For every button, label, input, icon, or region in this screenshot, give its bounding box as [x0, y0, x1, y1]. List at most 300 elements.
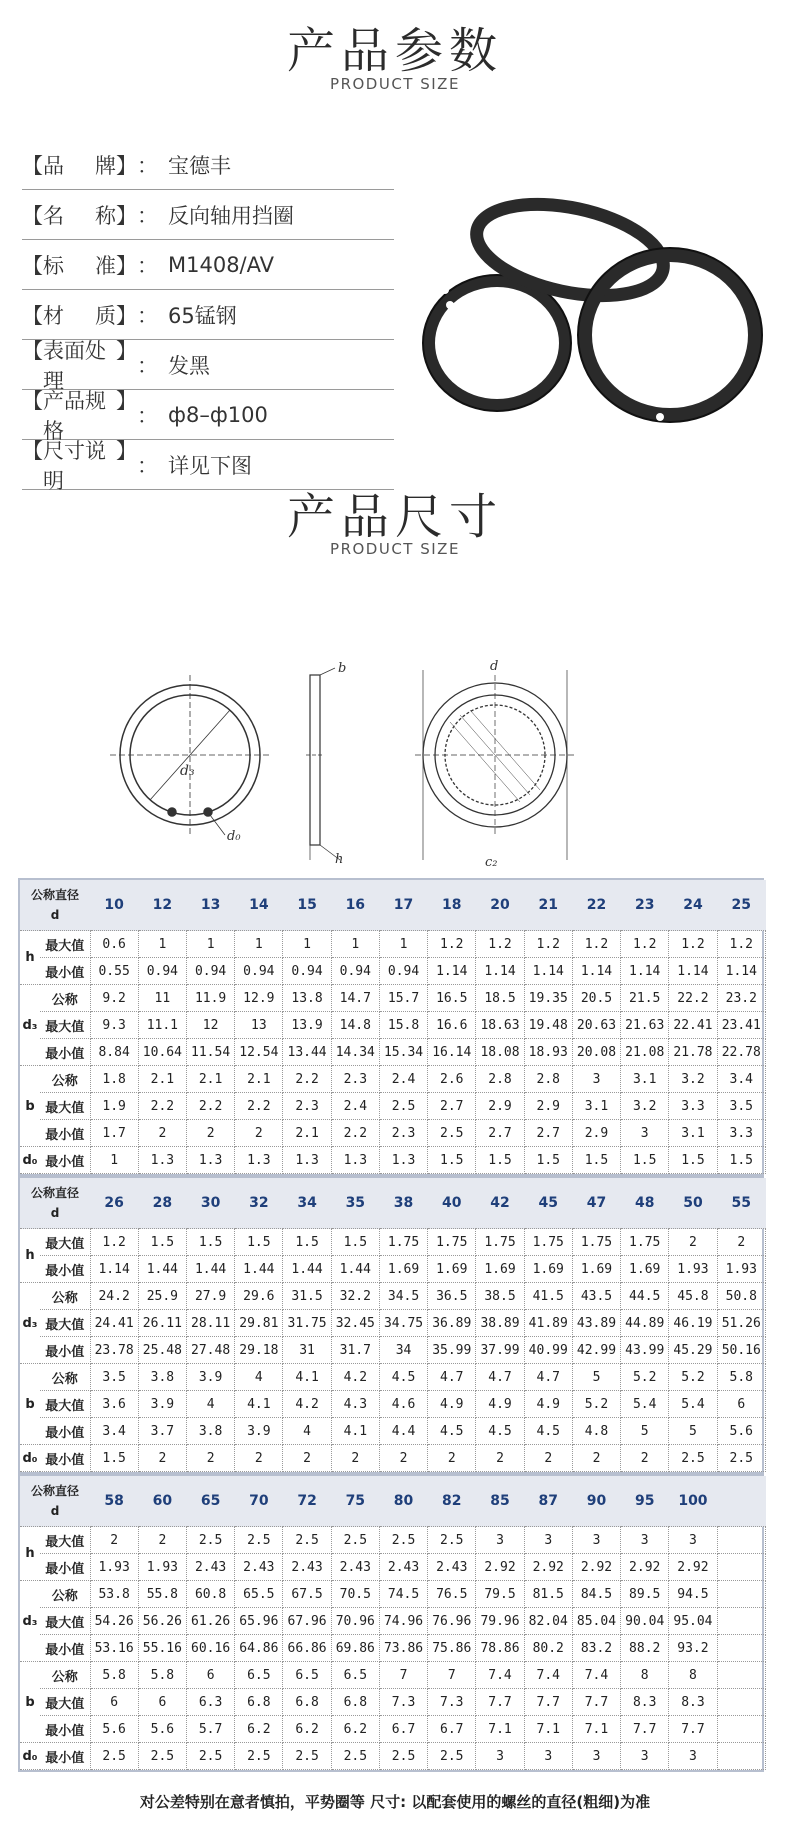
table-cell: 54.26 — [90, 1608, 138, 1635]
table-cell: 41.89 — [524, 1310, 572, 1337]
param-key-text: 名 — [43, 203, 64, 228]
table-cell: 29.6 — [235, 1283, 283, 1310]
table-cell: 2.8 — [524, 1066, 572, 1093]
section-subtitle-params: PRODUCT SIZE — [330, 75, 460, 93]
table-cell: 2.5 — [379, 1527, 427, 1554]
table-cell: 5.2 — [621, 1364, 669, 1391]
table-cell: 1.2 — [717, 931, 765, 958]
table-cell: 15.8 — [379, 1012, 427, 1039]
table-cell: 2.5 — [283, 1527, 331, 1554]
table-cell: 1.5 — [572, 1147, 620, 1174]
nominal-diameter-cell: 20 — [476, 880, 524, 931]
table-cell: 28.11 — [186, 1310, 234, 1337]
table-cell: 43.5 — [572, 1283, 620, 1310]
param-value: 宝德丰 — [168, 153, 231, 178]
table-cell: 31.7 — [331, 1337, 379, 1364]
row-sub-label: 最大值 — [40, 931, 90, 958]
table-cell: 1.5 — [428, 1147, 476, 1174]
bracket-right: 】 — [116, 203, 137, 228]
nominal-diameter-cell: 65 — [186, 1476, 234, 1527]
row-sub-label: 最小值 — [40, 1743, 90, 1770]
table-cell: 1.2 — [476, 931, 524, 958]
table-cell — [717, 1635, 765, 1662]
table-cell: 3.1 — [621, 1066, 669, 1093]
footer-note: 对公差特别在意者慎拍，平势圈等 尺寸: 以配套使用的螺丝的直径(粗细)为准 — [139, 1793, 651, 1811]
row-sub-label: 公称 — [40, 1283, 90, 1310]
table-cell: 2.92 — [524, 1554, 572, 1581]
table-cell: 0.55 — [90, 958, 138, 985]
table-cell: 7.1 — [476, 1716, 524, 1743]
row-sub-label: 最小值 — [40, 1635, 90, 1662]
table-cell: 3.9 — [235, 1418, 283, 1445]
table-cell: 4.1 — [235, 1391, 283, 1418]
table-cell: 13.9 — [283, 1012, 331, 1039]
param-key — [22, 250, 137, 280]
nominal-diameter-cell: 21 — [524, 880, 572, 931]
table-cell: 35.99 — [428, 1337, 476, 1364]
nominal-diameter-cell: 42 — [476, 1178, 524, 1229]
bracket-left: 【 — [22, 338, 43, 363]
row-sub-label: 公称 — [40, 1662, 90, 1689]
table-cell: 8 — [669, 1662, 717, 1689]
row-group-label: d₃ — [20, 1581, 40, 1662]
nominal-diameter-cell: 32 — [235, 1178, 283, 1229]
table-cell: 5.2 — [669, 1364, 717, 1391]
row-group-label: d₃ — [20, 985, 40, 1066]
table-cell: 2.1 — [138, 1066, 186, 1093]
nominal-diameter-cell: 82 — [428, 1476, 476, 1527]
table-cell: 22.78 — [717, 1039, 765, 1066]
table-cell: 1.93 — [90, 1554, 138, 1581]
table-cell — [717, 1581, 765, 1608]
table-row — [20, 1120, 766, 1147]
nominal-diameter-cell: 58 — [90, 1476, 138, 1527]
table-cell: 0.94 — [283, 958, 331, 985]
table-cell: 84.5 — [572, 1581, 620, 1608]
row-sub-label: 最小值 — [40, 1120, 90, 1147]
table-cell: 1.69 — [524, 1256, 572, 1283]
table-cell: 1 — [379, 931, 427, 958]
table-cell: 2.5 — [428, 1120, 476, 1147]
table-row — [20, 1256, 766, 1283]
table-cell: 36.89 — [428, 1310, 476, 1337]
nominal-diameter-cell: 72 — [283, 1476, 331, 1527]
table-cell: 2.7 — [524, 1120, 572, 1147]
table-cell: 38.89 — [476, 1310, 524, 1337]
label-h: h — [335, 852, 344, 867]
table-cell: 1.3 — [331, 1147, 379, 1174]
table-cell: 6.5 — [283, 1662, 331, 1689]
table-cell: 14.8 — [331, 1012, 379, 1039]
table-row — [20, 1012, 766, 1039]
table-cell: 1.93 — [669, 1256, 717, 1283]
table-cell: 7 — [379, 1662, 427, 1689]
table-cell: 32.45 — [331, 1310, 379, 1337]
row-sub-label: 最小值 — [40, 1337, 90, 1364]
dimension-table — [20, 880, 766, 1174]
header-label-text: 公称直径 — [31, 1186, 80, 1200]
table-cell: 5 — [669, 1418, 717, 1445]
params-list — [22, 140, 394, 493]
table-row — [20, 1527, 766, 1554]
table-cell: 4.2 — [283, 1391, 331, 1418]
table-cell: 15.34 — [379, 1039, 427, 1066]
param-value: 发黑 — [168, 353, 210, 378]
table-cell: 6.2 — [331, 1716, 379, 1743]
table-cell: 29.81 — [235, 1310, 283, 1337]
table-cell: 2.5 — [331, 1527, 379, 1554]
table-cell: 34 — [379, 1337, 427, 1364]
table-cell: 31.5 — [283, 1283, 331, 1310]
table-cell: 19.35 — [524, 985, 572, 1012]
table-cell: 2 — [621, 1445, 669, 1472]
table-cell: 31.75 — [283, 1310, 331, 1337]
table-cell: 5.4 — [669, 1391, 717, 1418]
param-key-text: 材 — [43, 303, 64, 328]
nominal-diameter-cell: 70 — [235, 1476, 283, 1527]
label-d: d — [490, 660, 499, 674]
table-cell — [717, 1554, 765, 1581]
table-cell: 11 — [138, 985, 186, 1012]
param-row — [22, 290, 394, 340]
table-cell: 2.2 — [331, 1120, 379, 1147]
table-cell: 3.2 — [669, 1066, 717, 1093]
table-cell: 7.4 — [476, 1662, 524, 1689]
table-cell: 1.75 — [572, 1229, 620, 1256]
table-cell: 2 — [138, 1445, 186, 1472]
table-cell: 21.5 — [621, 985, 669, 1012]
table-cell: 1.3 — [283, 1147, 331, 1174]
table-cell: 1.5 — [283, 1229, 331, 1256]
table-cell: 4.7 — [476, 1364, 524, 1391]
ring-large — [578, 248, 762, 422]
table-cell: 26.11 — [138, 1310, 186, 1337]
table-cell: 12.9 — [235, 985, 283, 1012]
row-sub-label: 最大值 — [40, 1310, 90, 1337]
table-cell: 1.14 — [90, 1256, 138, 1283]
table-row — [20, 1581, 766, 1608]
param-key-text: 标 — [43, 253, 64, 278]
table-cell: 0.94 — [235, 958, 283, 985]
table-cell: 6 — [138, 1689, 186, 1716]
table-cell: 2.4 — [331, 1093, 379, 1120]
table-cell: 4.3 — [331, 1391, 379, 1418]
table-cell: 53.8 — [90, 1581, 138, 1608]
nominal-diameter-cell: 30 — [186, 1178, 234, 1229]
table-cell: 61.26 — [186, 1608, 234, 1635]
table-cell: 4.5 — [428, 1418, 476, 1445]
table-cell: 6 — [717, 1391, 765, 1418]
table-row — [20, 1608, 766, 1635]
table-cell: 2.92 — [621, 1554, 669, 1581]
table-cell — [717, 1716, 765, 1743]
param-separator: ： — [137, 153, 158, 178]
param-key-text-2: 质 — [95, 303, 116, 328]
table-cell: 5.4 — [621, 1391, 669, 1418]
table-row — [20, 1743, 766, 1770]
param-separator: ： — [137, 353, 158, 378]
table-cell: 1.44 — [331, 1256, 379, 1283]
bracket-right: 】 — [116, 253, 137, 278]
table-cell: 46.19 — [669, 1310, 717, 1337]
param-key-text: 尺寸说明 — [43, 438, 106, 493]
table-cell: 55.8 — [138, 1581, 186, 1608]
nominal-diameter-cell: 18 — [428, 880, 476, 931]
nominal-diameter-cell: 100 — [669, 1476, 717, 1527]
section-title-size: 产品尺寸 — [286, 489, 503, 545]
table-cell: 2 — [669, 1229, 717, 1256]
nominal-diameter-cell: 75 — [331, 1476, 379, 1527]
bracket-left: 【 — [22, 438, 43, 463]
param-key-text-2: 牌 — [95, 153, 116, 178]
bracket-right: 】 — [116, 338, 137, 363]
table-cell: 1.7 — [90, 1120, 138, 1147]
table-cell: 2 — [235, 1445, 283, 1472]
row-group-label: d₀ — [20, 1445, 40, 1472]
table-cell: 1.2 — [669, 931, 717, 958]
table-cell: 2.3 — [283, 1093, 331, 1120]
table-cell: 80.2 — [524, 1635, 572, 1662]
table-cell: 34.5 — [379, 1283, 427, 1310]
table-cell: 1.5 — [90, 1445, 138, 1472]
table-cell: 56.26 — [138, 1608, 186, 1635]
header-label — [20, 1178, 90, 1229]
table-cell: 2.5 — [379, 1093, 427, 1120]
label-c2: c₂ — [485, 855, 498, 870]
table-cell: 1.14 — [428, 958, 476, 985]
param-separator: ： — [137, 303, 158, 328]
table-row — [20, 1662, 766, 1689]
table-cell: 76.5 — [428, 1581, 476, 1608]
table-cell: 18.63 — [476, 1012, 524, 1039]
table-cell: 31 — [283, 1337, 331, 1364]
table-cell: 7.7 — [669, 1716, 717, 1743]
row-group-label: d₃ — [20, 1283, 40, 1364]
nominal-diameter-cell: 85 — [476, 1476, 524, 1527]
table-cell: 1.2 — [621, 931, 669, 958]
table-cell: 4.5 — [379, 1364, 427, 1391]
table-row — [20, 1418, 766, 1445]
table-cell: 3 — [524, 1527, 572, 1554]
table-cell: 2.5 — [90, 1743, 138, 1770]
table-cell: 12 — [186, 1012, 234, 1039]
table-cell: 2.4 — [379, 1066, 427, 1093]
table-cell: 6.2 — [235, 1716, 283, 1743]
table-cell: 40.99 — [524, 1337, 572, 1364]
table-cell: 5.6 — [138, 1716, 186, 1743]
table-cell: 7.7 — [572, 1689, 620, 1716]
table-cell: 38.5 — [476, 1283, 524, 1310]
table-cell: 14.7 — [331, 985, 379, 1012]
table-cell: 5.6 — [90, 1716, 138, 1743]
table-cell: 74.96 — [379, 1608, 427, 1635]
table-cell: 5 — [621, 1418, 669, 1445]
table-cell: 3.5 — [717, 1093, 765, 1120]
table-cell: 3.3 — [717, 1120, 765, 1147]
table-cell: 8.84 — [90, 1039, 138, 1066]
table-cell: 1.69 — [428, 1256, 476, 1283]
nominal-diameter-cell: 17 — [379, 880, 427, 931]
row-sub-label: 公称 — [40, 1581, 90, 1608]
header-label-d: d — [50, 908, 60, 922]
table-cell: 6.8 — [235, 1689, 283, 1716]
table-cell: 44.89 — [621, 1310, 669, 1337]
table-cell: 2.7 — [476, 1120, 524, 1147]
table-cell: 85.04 — [572, 1608, 620, 1635]
row-sub-label: 最小值 — [40, 1256, 90, 1283]
table-cell: 5.2 — [572, 1391, 620, 1418]
table-cell: 1.75 — [379, 1229, 427, 1256]
table-row — [20, 1039, 766, 1066]
table-cell: 2.2 — [186, 1093, 234, 1120]
table-cell: 70.96 — [331, 1608, 379, 1635]
row-sub-label: 最大值 — [40, 1527, 90, 1554]
param-separator: ： — [137, 203, 158, 228]
table-row — [20, 1391, 766, 1418]
table-cell: 19.48 — [524, 1012, 572, 1039]
table-cell: 81.5 — [524, 1581, 572, 1608]
nominal-diameter-cell: 47 — [572, 1178, 620, 1229]
nominal-diameter-cell: 45 — [524, 1178, 572, 1229]
nominal-diameter-cell: 23 — [621, 880, 669, 931]
param-row — [22, 338, 394, 393]
table-cell: 2.2 — [283, 1066, 331, 1093]
table-cell: 2 — [331, 1445, 379, 1472]
table-cell: 3 — [476, 1527, 524, 1554]
table-cell: 2 — [186, 1445, 234, 1472]
table-cell: 0.6 — [90, 931, 138, 958]
table-cell: 78.86 — [476, 1635, 524, 1662]
table-cell: 37.99 — [476, 1337, 524, 1364]
table-cell: 20.63 — [572, 1012, 620, 1039]
table-cell: 18.93 — [524, 1039, 572, 1066]
table-cell: 1 — [331, 931, 379, 958]
table-cell: 65.5 — [235, 1581, 283, 1608]
nominal-diameter-cell: 80 — [379, 1476, 427, 1527]
table-cell: 3.5 — [90, 1364, 138, 1391]
table-cell: 11.54 — [186, 1039, 234, 1066]
param-value: M1408/AV — [168, 252, 275, 277]
section-subtitle-size: PRODUCT SIZE — [330, 540, 460, 558]
table-cell: 6.7 — [428, 1716, 476, 1743]
nominal-diameter-cell: 34 — [283, 1178, 331, 1229]
table-cell: 2.5 — [283, 1743, 331, 1770]
nominal-diameter-cell: 10 — [90, 880, 138, 931]
table-cell: 2.6 — [428, 1066, 476, 1093]
table-cell: 3.2 — [621, 1093, 669, 1120]
table-cell: 4.9 — [476, 1391, 524, 1418]
table-cell: 1.8 — [90, 1066, 138, 1093]
table-cell: 1.2 — [428, 931, 476, 958]
table-row — [20, 1066, 766, 1093]
param-key-text: 表面处理 — [43, 338, 106, 393]
table-cell: 27.48 — [186, 1337, 234, 1364]
table-cell: 1.93 — [717, 1256, 765, 1283]
table-cell: 1 — [138, 931, 186, 958]
table-cell: 11.1 — [138, 1012, 186, 1039]
row-group-label: b — [20, 1662, 40, 1743]
table-cell: 0.94 — [186, 958, 234, 985]
table-cell: 4.6 — [379, 1391, 427, 1418]
table-cell: 3.3 — [669, 1093, 717, 1120]
table-cell: 45.29 — [669, 1337, 717, 1364]
header-label — [20, 880, 90, 931]
table-row — [20, 1147, 766, 1174]
table-cell: 5.8 — [138, 1662, 186, 1689]
table-cell: 13.8 — [283, 985, 331, 1012]
param-value: 反向轴用挡圈 — [168, 203, 294, 228]
table-cell: 83.2 — [572, 1635, 620, 1662]
table-cell: 60.16 — [186, 1635, 234, 1662]
bracket-left: 【 — [22, 153, 43, 178]
table-cell: 14.34 — [331, 1039, 379, 1066]
table-cell: 45.8 — [669, 1283, 717, 1310]
table-cell: 23.78 — [90, 1337, 138, 1364]
table-cell: 2.3 — [379, 1120, 427, 1147]
table-cell: 2.5 — [717, 1445, 765, 1472]
technical-diagrams — [110, 660, 670, 870]
table-cell: 1.75 — [524, 1229, 572, 1256]
row-sub-label: 最大值 — [40, 1229, 90, 1256]
table-cell: 1 — [235, 931, 283, 958]
table-row — [20, 1093, 766, 1120]
table-cell: 44.5 — [621, 1283, 669, 1310]
table-cell: 1.5 — [669, 1147, 717, 1174]
table-cell: 0.94 — [138, 958, 186, 985]
table-cell: 1.44 — [138, 1256, 186, 1283]
table-cell: 2.5 — [379, 1743, 427, 1770]
table-cell: 7.1 — [572, 1716, 620, 1743]
table-cell: 4.2 — [331, 1364, 379, 1391]
table-cell: 25.9 — [138, 1283, 186, 1310]
table-cell: 18.5 — [476, 985, 524, 1012]
table-cell: 21.08 — [621, 1039, 669, 1066]
table-cell: 10.64 — [138, 1039, 186, 1066]
param-row — [22, 190, 394, 240]
nominal-diameter-cell: 28 — [138, 1178, 186, 1229]
table-cell: 1 — [186, 931, 234, 958]
table-cell: 6 — [90, 1689, 138, 1716]
table-row — [20, 1229, 766, 1256]
row-sub-label: 最大值 — [40, 1608, 90, 1635]
label-b: b — [338, 661, 347, 676]
table-cell: 32.2 — [331, 1283, 379, 1310]
table-cell: 34.75 — [379, 1310, 427, 1337]
param-row — [22, 140, 394, 190]
nominal-diameter-cell: 55 — [717, 1178, 765, 1229]
table-cell: 69.86 — [331, 1635, 379, 1662]
table-row — [20, 1310, 766, 1337]
bracket-left: 【 — [22, 253, 43, 278]
table-cell — [717, 1743, 765, 1770]
table-cell: 1 — [283, 931, 331, 958]
table-cell: 7.7 — [621, 1716, 669, 1743]
table-cell: 4.9 — [524, 1391, 572, 1418]
table-cell: 0.94 — [379, 958, 427, 985]
section-title-params: 产品参数 — [286, 23, 503, 79]
param-value: 65锰钢 — [168, 303, 237, 328]
table-cell: 3 — [572, 1066, 620, 1093]
table-cell: 23.41 — [717, 1012, 765, 1039]
table-row — [20, 1337, 766, 1364]
table-row — [20, 1445, 766, 1472]
table-cell: 1.14 — [476, 958, 524, 985]
row-group-label: d₀ — [20, 1147, 40, 1174]
table-cell: 3.4 — [90, 1418, 138, 1445]
table-cell: 4 — [186, 1391, 234, 1418]
ring-small — [423, 275, 571, 411]
table-cell: 3 — [621, 1120, 669, 1147]
